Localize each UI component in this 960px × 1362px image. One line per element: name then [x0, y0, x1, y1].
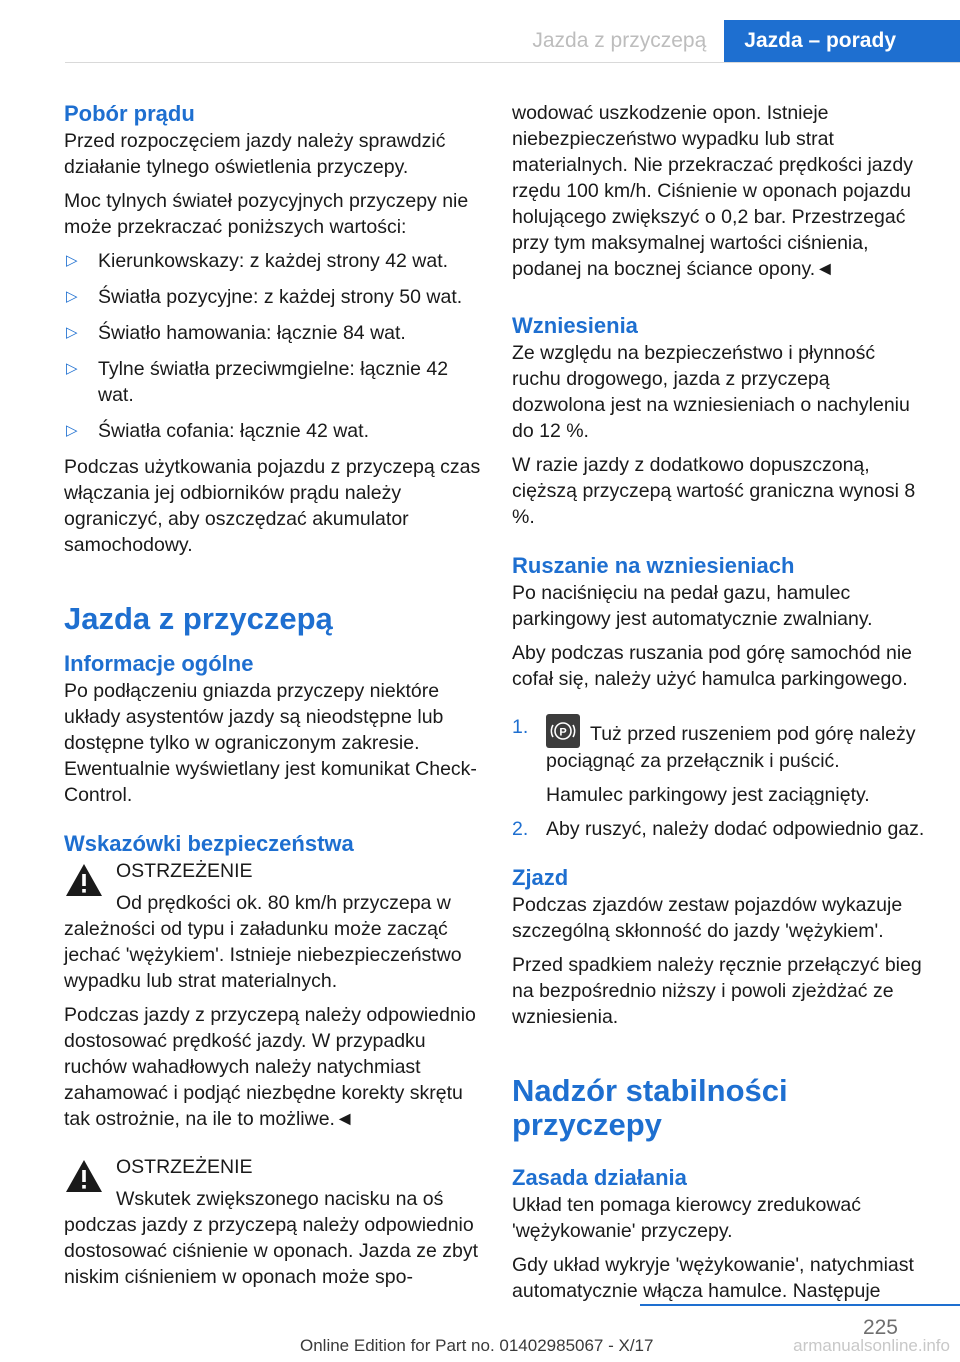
warning-title: OSTRZEŻENIE — [116, 860, 253, 882]
header-section-title: Jazda z przyczepą — [532, 29, 707, 52]
warning-title: OSTRZEŻENIE — [116, 1156, 253, 1178]
list-item: ▷ Światła cofania: łącznie 42 wat. — [66, 420, 369, 442]
paragraph: W razie jazdy z dodatkowo dopuszczoną, cięższą przyczepą wartość graniczna wynosi 8 %. — [512, 454, 916, 528]
paragraph: Moc tylnych świateł pozycyjnych przyczepy nie może przekraczać poniższych wartości: — [64, 190, 469, 238]
paragraph: wodować uszkodzenie opon. Istnieje niebezpieczeństwo wypadku lub strat materialnych. Nie przekraczać prędkości jazdy rzędu 100 km/h. Ciśnienie w oponach pojazdu holującego zwiększyć o 0,2 bar. Przestrzegać przy tym maksymalnej wartości ciśnienia, podanej na bocznej ściance opony.◄ — [512, 102, 913, 280]
step-item — [512, 714, 928, 808]
heading-safety-notes: Wskazówki bezpieczeństwa — [64, 831, 354, 856]
paragraph: Aby podczas ruszania pod górę samochód nie cofał się, należy użyć hamulca parkingowego. — [512, 642, 912, 690]
header-chapter-tab: Jazda – porady — [724, 20, 960, 62]
triangle-bullet-icon: ▷ — [66, 288, 78, 305]
paragraph: Ze względu na bezpieczeństwo i płynność ruchu drogowego, jazda z przyczepą dozwolona jest na wzniesieniach o nachyleniu do 12 %. — [512, 342, 910, 442]
paragraph: Podczas użytkowania pojazdu z przyczepą czas włączania jej odbiorników prądu należy ograniczyć, aby oszczędzać akumulator samochodowy. — [64, 456, 481, 556]
step-item — [512, 816, 928, 842]
footer-divider — [640, 1304, 960, 1306]
list-item: ▷ Kierunkowskazy: z każdej strony 42 wat. — [66, 250, 449, 272]
paragraph: Układ ten pomaga kierowcy zredukować 'wężykowanie' przyczepy. — [512, 1194, 862, 1242]
steps-list — [512, 714, 928, 842]
left-column — [64, 100, 482, 1298]
heading-descent: Zjazd — [512, 865, 569, 890]
parking-brake-icon — [546, 714, 580, 748]
heading-trailer-stability: Nadzór stabilności przyczepy — [512, 1073, 788, 1142]
paragraph: Po naciśnięciu na pedał gazu, hamulec parkingowy jest automatycznie zwalniany. — [512, 582, 873, 630]
paragraph: Gdy układ wykryje 'wężykowanie', natychmiast automatycznie włącza hamulce. Następuje — [512, 1254, 914, 1302]
step-text: Tuż przed ruszeniem pod górę należy pociągnąć za przełącznik i puścić. — [546, 723, 916, 772]
svg-text:P: P — [559, 726, 567, 739]
right-column — [512, 100, 928, 1312]
warning-text: Podczas jazdy z przyczepą należy odpowiednio dostosować prędkość jazdy. W przypadku ruchów wahadłowych należy natychmiast zahamować i podjąć niezbędne korekty skrętu tak ostrożnie, na ile to możliwe.◄ — [64, 1004, 476, 1130]
heading-hill-start: Ruszanie na wzniesieniach — [512, 553, 795, 578]
step-number: 2. — [512, 818, 529, 840]
heading-trailer-driving: Jazda z przyczepą — [64, 601, 333, 636]
heading-general-info: Informacje ogólne — [64, 651, 254, 676]
list-item: ▷ Światło hamowania: łącznie 84 wat. — [66, 322, 406, 344]
triangle-bullet-icon: ▷ — [66, 360, 78, 377]
step-subtext: Hamulec parkingowy jest zaciągnięty. — [546, 784, 870, 806]
warning-block-2 — [64, 1154, 482, 1290]
warning-block-1 — [64, 858, 482, 1132]
watermark: armanualsonline.info — [793, 1336, 950, 1355]
list-item: ▷ Tylne światła przeciwmgielne: łącznie 42 wat. — [66, 358, 449, 406]
paragraph: Po podłączeniu gniazda przyczepy niektóre układy asystentów jazdy są nieodstępne lub dostępne tylko w ograniczonym zakresie. Ewentualnie wyświetlany jest komunikat Check-Control. — [64, 680, 477, 806]
triangle-bullet-icon: ▷ — [66, 324, 78, 341]
heading-inclines: Wzniesienia — [512, 313, 638, 338]
step-number: 1. — [512, 716, 529, 738]
step-text: Aby ruszyć, należy dodać odpowiednio gaz. — [546, 818, 925, 840]
triangle-bullet-icon: ▷ — [66, 422, 78, 439]
paragraph: Przed spadkiem należy ręcznie przełączyć bieg na bezpośrednio niższy i powoli zjeżdżać ze wzniesienia. — [512, 954, 922, 1028]
heading-power-draw: Pobór prądu — [64, 101, 195, 126]
wattage-list — [64, 248, 482, 444]
warning-triangle-icon — [64, 862, 104, 898]
header-divider — [65, 62, 960, 63]
edition-note: Online Edition for Part no. 01402985067 - X/17 — [300, 1336, 654, 1355]
list-item: ▷ Światła pozycyjne: z każdej strony 50 wat. — [66, 286, 463, 308]
warning-triangle-icon — [64, 1158, 104, 1194]
paragraph: Podczas zjazdów zestaw pojazdów wykazuje szczególną skłonność do jazdy 'wężykiem'. — [512, 894, 903, 942]
page-header — [514, 20, 960, 62]
warning-text: Wskutek zwiększonego nacisku na oś podczas jazdy z przyczepą należy odpowiednio dostosować ciśnienie w oponach. Jazda ze zbyt niskim ciśnieniem w oponach może spo- — [64, 1188, 479, 1288]
warning-text: Od prędkości ok. 80 km/h przyczepa w zależności od typu i załadunku może zacząć jechać 'wężykiem'. Istnieje niebezpieczeństwo wypadku lub strat materialnych. — [64, 892, 462, 992]
triangle-bullet-icon: ▷ — [66, 252, 78, 269]
page-number: 225 — [862, 1316, 898, 1339]
paragraph: Przed rozpoczęciem jazdy należy sprawdzić działanie tylnego oświetlenia przyczepy. — [64, 130, 446, 178]
heading-principle: Zasada działania — [512, 1165, 687, 1190]
